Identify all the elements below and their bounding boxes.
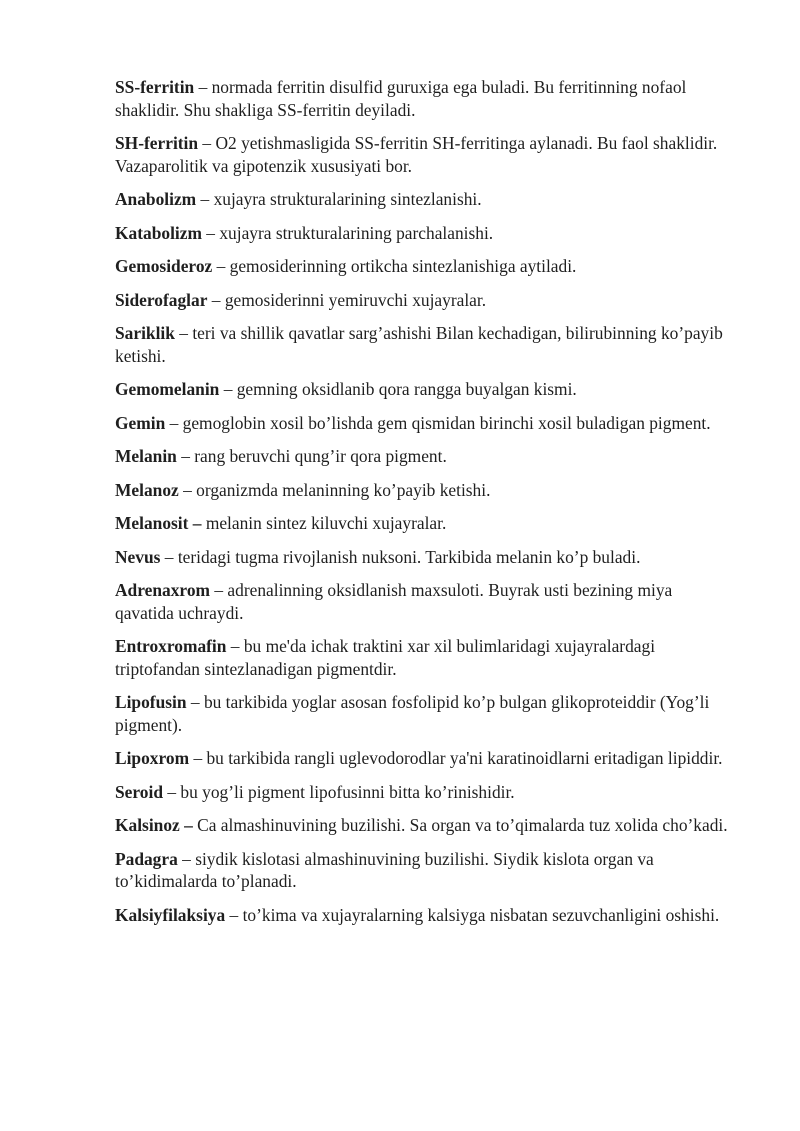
glossary-definition: – adrenalinning oksidlanish maxsuloti. Buyrak usti bezining miya qavatida uchraydi.	[115, 580, 673, 623]
glossary-term: Kalsiyfilaksiya	[115, 904, 226, 925]
glossary-term: Seroid	[115, 781, 163, 802]
glossary-entry-kalsiyfilaksiya	[115, 904, 735, 927]
glossary-entry-anabolizm	[115, 188, 735, 211]
glossary-definition: – bu tarkibida rangli uglevodorodlar ya'ni karatinoidlarni eritadigan lipiddir.	[189, 748, 723, 768]
glossary-entry-siderofaglar	[115, 289, 735, 312]
glossary-definition: – rang beruvchi qung’ir qora pigment.	[176, 446, 447, 466]
glossary-term: Nevus	[115, 546, 161, 567]
glossary-entry-entroxromafin	[115, 635, 735, 680]
glossary-term: Gemin	[115, 412, 166, 433]
glossary-entry-gemomelanin	[115, 378, 735, 401]
glossary-definition: – gemoglobin xosil bo’lishda gem qismidan birinchi xosil buladigan pigment.	[165, 412, 711, 433]
glossary-definition: – bu yog’li pigment lipofusinni bitta ko’rinishidir.	[163, 781, 515, 802]
glossary-entry-adrenaxrom	[115, 579, 735, 624]
glossary-term: Entroxromafin	[115, 636, 227, 656]
glossary-definition: melanin sintez kiluvchi xujayralar.	[201, 513, 447, 533]
glossary-definition: – gemosiderinni yemiruvchi xujayralar.	[207, 289, 487, 310]
glossary-definition: – to’kima va xujayralarning kalsiyga nisbatan sezuvchanligini oshishi.	[225, 904, 720, 925]
glossary-entry-nevus	[115, 546, 735, 569]
glossary-term: Melanosit –	[115, 513, 202, 533]
glossary-term: Adrenaxrom	[115, 580, 211, 600]
glossary-entry-katabolizm	[115, 222, 735, 245]
glossary-definition: – gemning oksidlanib qora rangga buyalgan kismi.	[219, 379, 577, 399]
glossary-entry-sariklik	[115, 322, 735, 367]
glossary-term: Sariklik	[115, 323, 175, 343]
glossary-entry-padagra	[115, 848, 735, 893]
glossary-entry-seroid	[115, 781, 735, 804]
glossary-term: Lipoxrom	[115, 748, 190, 768]
glossary-definition: – siydik kislotasi almashinuvining buzilishi. Siydik kislota organ va to’kidimalarda to’planadi.	[115, 848, 654, 891]
glossary-term: Siderofaglar	[115, 289, 208, 310]
glossary-term: SS-ferritin	[115, 77, 195, 97]
glossary-term: Kalsinoz –	[115, 815, 193, 835]
glossary-entry-lipofusin	[115, 691, 735, 736]
glossary-entry-sh-ferritin	[115, 132, 735, 177]
glossary-definition: Ca almashinuvining buzilishi. Sa organ va to’qimalarda tuz xolida cho’kadi.	[192, 815, 728, 835]
glossary-definition: – xujayra strukturalarining parchalanishi.	[201, 222, 494, 243]
glossary-term: Padagra	[115, 848, 178, 869]
glossary-definition: – bu tarkibida yoglar asosan fosfolipid ko’p bulgan glikoproteiddir (Yog’li pigment).	[115, 692, 710, 735]
glossary-entry-melanosit	[115, 512, 735, 535]
glossary-term: Anabolizm	[115, 189, 197, 209]
glossary-term: Gemosideroz	[115, 256, 213, 276]
glossary-term: Gemomelanin	[115, 379, 220, 399]
glossary-body	[115, 76, 735, 937]
glossary-definition: – teridagi tugma rivojlanish nuksoni. Tarkibida melanin ko’p buladi.	[160, 546, 641, 567]
glossary-entry-kalsinoz	[115, 814, 735, 837]
glossary-term: SH-ferritin	[115, 133, 199, 153]
glossary-entry-melanoz	[115, 479, 735, 502]
glossary-entry-lipoxrom	[115, 747, 735, 770]
glossary-definition: – normada ferritin disulfid guruxiga ega buladi. Bu ferritinning nofaol shaklidir. Shu shakliga SS-ferritin deyiladi.	[115, 77, 687, 120]
glossary-definition: – xujayra strukturalarining sintezlanishi.	[196, 189, 482, 209]
glossary-entry-melanin	[115, 445, 735, 468]
glossary-definition: – teri va shillik qavatlar sarg’ashishi Bilan kechadigan, bilirubinning ko’payib ketishi.	[115, 323, 723, 366]
glossary-term: Lipofusin	[115, 692, 187, 712]
glossary-definition: – gemosiderinning ortikcha sintezlanishiga aytiladi.	[212, 256, 577, 276]
glossary-definition: – organizmda melaninning ko’payib ketishi.	[178, 479, 491, 500]
glossary-entry-gemin	[115, 412, 735, 435]
glossary-term: Melanin	[115, 446, 177, 466]
glossary-entry-gemosideroz	[115, 255, 735, 278]
glossary-term: Katabolizm	[115, 222, 202, 243]
glossary-entry-ss-ferritin	[115, 76, 735, 121]
glossary-definition: – O2 yetishmasligida SS-ferritin SH-ferritinga aylanadi. Bu faol shaklidir. Vazaparolitik va gipotenzik xususiyati bor.	[115, 133, 718, 176]
glossary-definition: – bu me'da ichak traktini xar xil bulimlaridagi xujayralardagi triptofandan sintezlanadigan pigmentdir.	[115, 636, 656, 679]
glossary-term: Melanoz	[115, 479, 179, 500]
